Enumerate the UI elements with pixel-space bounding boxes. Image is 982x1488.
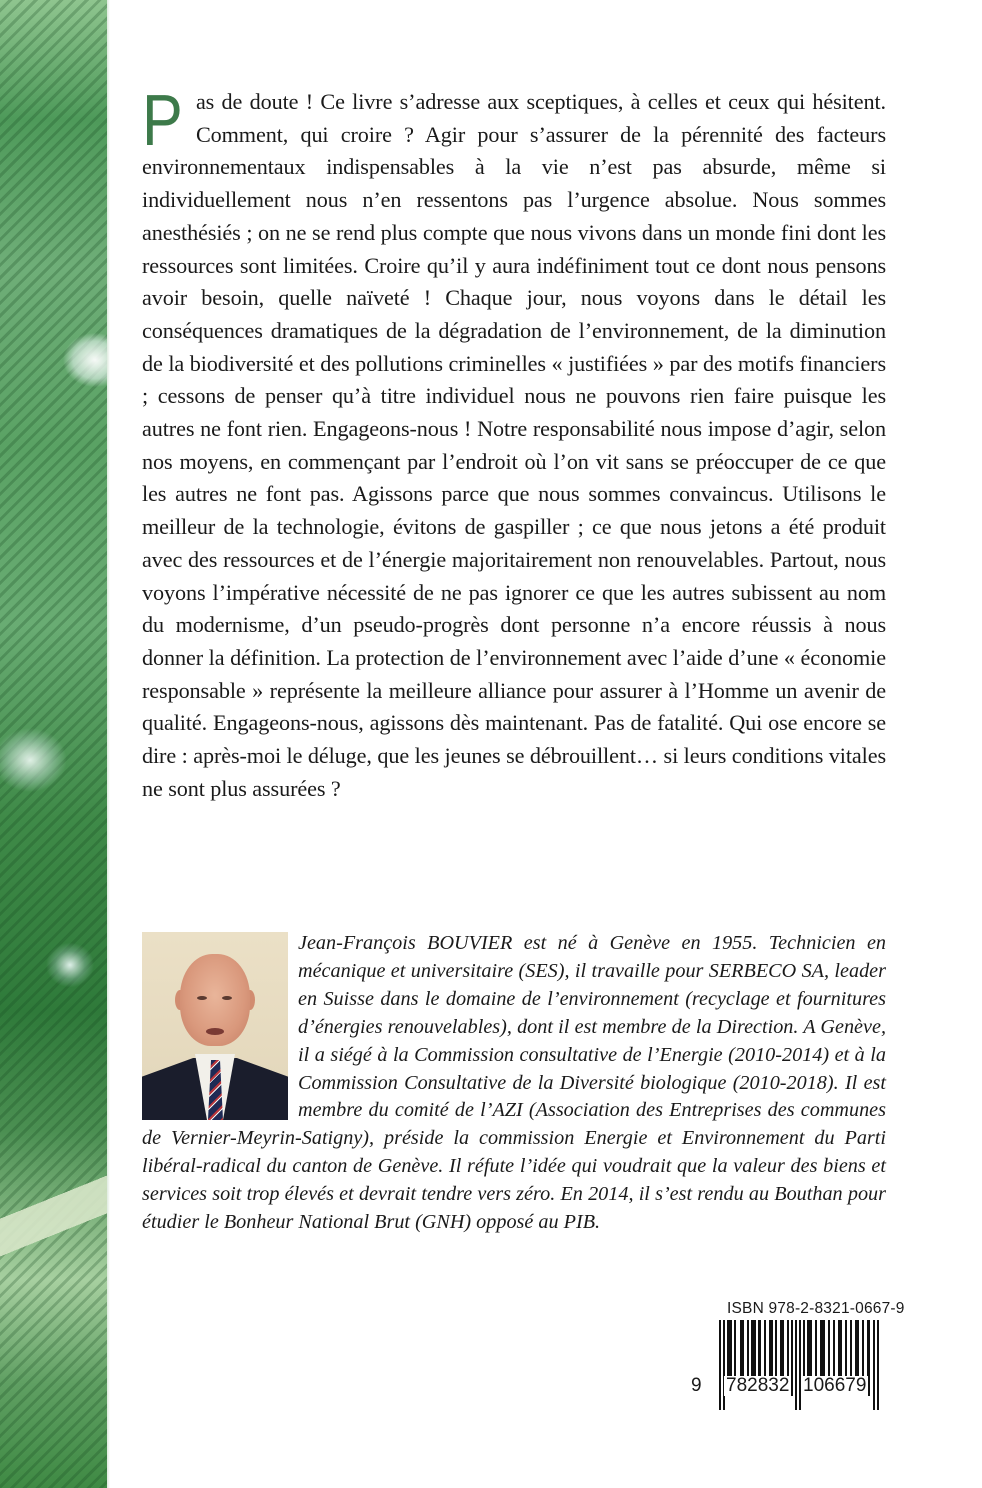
- barcode-lead-digit: 9: [691, 1375, 702, 1396]
- back-cover-blurb: [142, 81, 886, 805]
- drop-cap: P: [142, 81, 183, 161]
- isbn-barcode: [691, 1300, 905, 1415]
- strip-edge: [107, 0, 110, 1488]
- cover-photo-strip: [0, 0, 107, 1488]
- isbn-label: ISBN 978-2-8321-0667-9: [727, 1300, 905, 1317]
- author-bio-text: Jean-François BOUVIER est né à Genève en 1955. Technicien en mécanique et universitaire (SES), il travaille pour SERBECO SA, leader en Suisse dans le domaine de l’environnement (recyclage et fournitures d’énergies renouvelables), dont il est membre de la Direction. A Genève, il a siégé à la Commission consultative de l’Energie (2010-2014) et à la Commission Consultative de la Diversité biologique (2010-2018). Il est membre du comité de l’AZI (Association des Entreprises des communes de Vernier-Meyrin-Satigny), préside la commission Energie et Environnement du Parti libéral-radical du canton de Genève. Il réfute l’idée qui voudrait que la valeur des biens et services soit trop élevés et devrait tendre vers zéro. En 2014, il s’est rendu au Bouthan pour étudier le Bonheur National Brut (GNH) opposé au PIB.: [142, 932, 886, 1234]
- barcode-right-group: 106679: [803, 1375, 867, 1396]
- blurb-text: as de doute ! Ce livre s’adresse aux sceptiques, à celles et ceux qui hésitent. Comment, qui croire ? Agir pour s’assurer de la pérennité des facteurs environnementaux indispensables à la vie n’est pas absurde, même si individuellement nous n’en ressentons pas l’urgence absolue. Nous sommes anesthésiés ; on ne se rend plus compte que nous vivons dans un monde fini dont les ressources sont limitées. Croire qu’il y aura indéfiniment tout ce dont nous pensons avoir besoin, quelle naïveté ! Chaque jour, nous voyons dans le détail les conséquences dramatiques de la dégradation de l’environnement, de la diminution de la biodiversité et des pollutions criminelles « justifiées » par des motifs financiers ; cessons de penser qu’à titre individuel nous ne pouvons rien faire puisque les autres ne font rien. Engageons-nous ! Notre responsabilité nous impose d’agir, selon nos moyens, en commençant par l’endroit où l’on vit sans se préoccuper de ce que les autres ne font pas. Agissons parce que nous sommes convaincus. Utilisons le meilleur de la technologie, évitons de gaspiller ; ce que nous jetons a été produit avec des ressources et de l’énergie majoritairement non renouvelables. Partout, nous voyons l’impérative nécessité de ne pas ignorer ce que les autres subissent au nom du modernisme, d’un pseudo-progrès dont personne n’a encore réussis à nous donner la définition. La protection de l’environnement avec l’aide d’une « économie responsable » représente la meilleure alliance pour assurer à l’Homme un avenir de qualité. Engageons-nous, agissons dès maintenant. Pas de fatalité. Qui ose encore se dire : après-moi le déluge, que les jeunes se débrouillent… si leurs conditions vitales ne sont plus assurées ?: [142, 89, 886, 801]
- author-bio: [142, 930, 886, 1237]
- barcode-left-group: 782832: [726, 1375, 790, 1396]
- barcode-bars: [707, 1320, 887, 1410]
